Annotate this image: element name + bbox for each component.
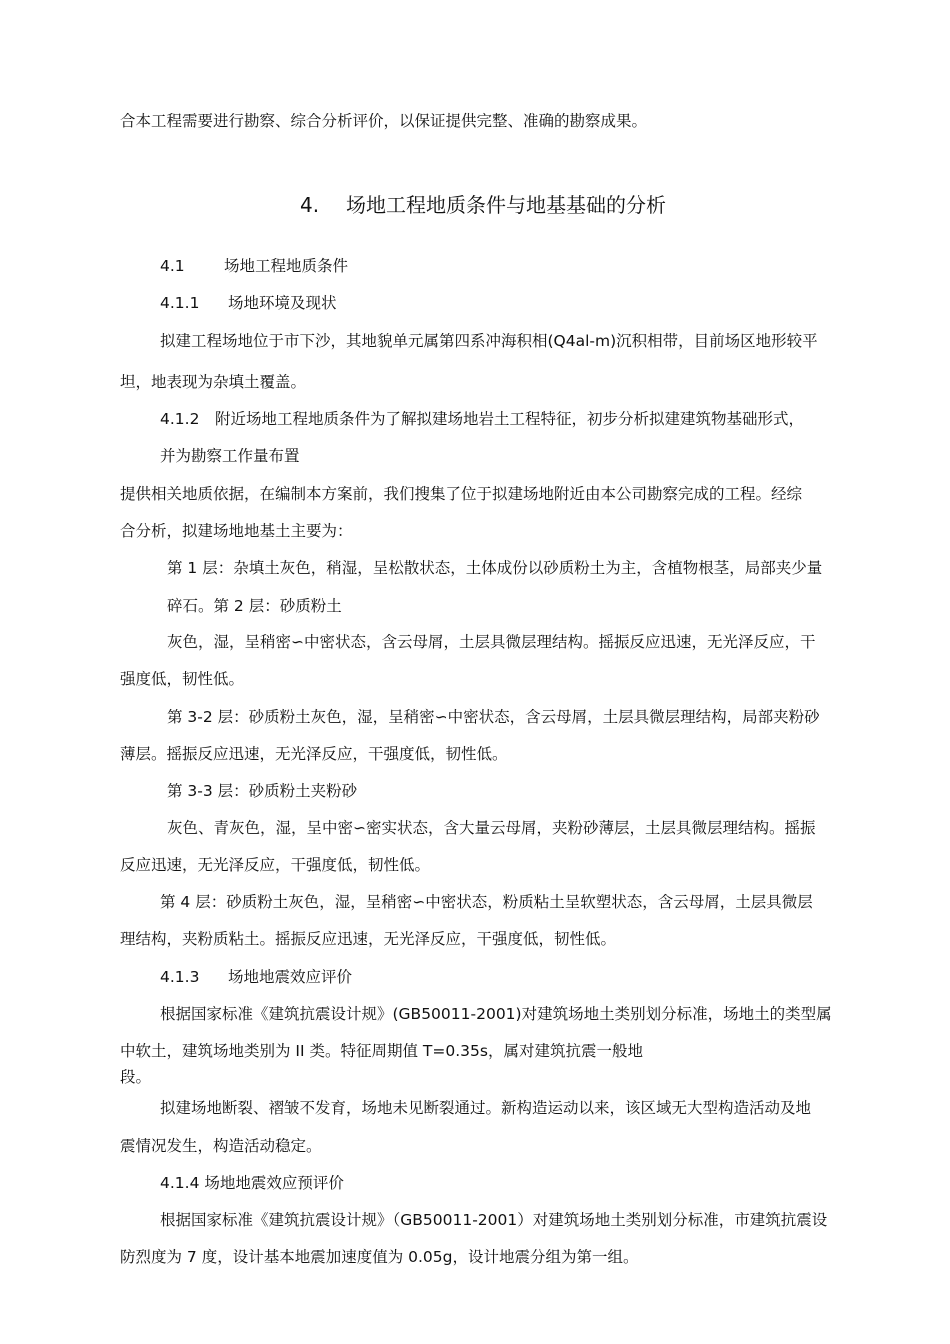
paragraph-line: 薄层。摇振反应迅速，无光泽反应，干强度低，韧性低。 <box>120 745 508 763</box>
section-title: 场地工程地质条件与地基基础的分析 <box>346 193 666 217</box>
paragraph-line: 段。 <box>120 1068 152 1086</box>
paragraph-line: 第 3-3 层：砂质粉土夹粉砂 <box>167 782 358 800</box>
paragraph-line: 灰色，湿，呈稍密∽中密状态，含云母屑，土层具微层理结构。摇振反应迅速，无光泽反应，干 <box>167 633 816 651</box>
paragraph-line: 并为勘察工作量布置 <box>160 447 300 465</box>
subsection-title: 场地环境及现状 <box>228 294 337 312</box>
paragraph-line: 反应迅速，无光泽反应，干强度低，韧性低。 <box>120 856 431 874</box>
section-number: 4. <box>300 193 320 217</box>
paragraph-line: 碎石。第 2 层：砂质粉土 <box>167 597 342 615</box>
paragraph-line: 拟建场地断裂、褶皱不发育，场地未见断裂通过。新构造运动以来，该区域无大型构造活动及地 <box>160 1099 812 1117</box>
paragraph-line: 合分析，拟建场地地基土主要为： <box>120 522 353 540</box>
subsection-heading <box>160 256 348 276</box>
paragraph-line: 第 4 层：砂质粉土灰色，湿，呈稍密∽中密状态，粉质粘土呈软塑状态，含云母屑，土层具微层 <box>160 893 813 911</box>
subsection-heading <box>160 967 352 987</box>
paragraph-line: 第 3-2 层：砂质粉土灰色，湿，呈稍密∽中密状态，含云母屑，土层具微层理结构，局部夹粉砂 <box>167 708 820 726</box>
paragraph-line: 强度低，韧性低。 <box>120 670 245 688</box>
paragraph-line: 提供相关地质依据，在编制本方案前，我们搜集了位于拟建场地附近由本公司勘察完成的工程。经综 <box>120 485 803 503</box>
paragraph-line: 4.1.4 场地地震效应预评价 <box>160 1174 344 1192</box>
paragraph-line: 中软土，建筑场地类别为 II 类。特征周期值 T=0.35s，属对建筑抗震一般地 <box>120 1042 643 1060</box>
paragraph-line: 坦，地表现为杂填土覆盖。 <box>120 373 307 391</box>
paragraph-line: 4.1.2 附近场地工程地质条件为了解拟建场地岩土工程特征，初步分析拟建建筑物基础形式， <box>160 410 804 428</box>
subsection-title: 场地地震效应评价 <box>228 968 353 986</box>
paragraph-line: 拟建工程场地位于市下沙，其地貌单元属第四系冲海积相(Q4al-m)沉积相带，目前场区地形较平 <box>160 332 818 350</box>
paragraph-line: 灰色、青灰色，湿，呈中密∽密实状态，含大量云母屑，夹粉砂薄层，土层具微层理结构。摇振 <box>167 819 816 837</box>
subsection-number: 4.1.1 <box>160 294 200 312</box>
paragraph-line: 第 1 层：杂填土灰色，稍湿，呈松散状态，土体成份以砂质粉土为主，含植物根茎，局部夹少量 <box>167 559 823 577</box>
paragraph-line: 防烈度为 7 度，设计基本地震加速度值为 0.05g，设计地震分组为第一组。 <box>120 1248 639 1266</box>
subsection-number: 4.1 <box>160 257 185 275</box>
paragraph-line: 震情况发生，构造活动稳定。 <box>120 1137 322 1155</box>
subsection-title: 场地工程地质条件 <box>224 257 349 275</box>
paragraph-line: 理结构，夹粉质粘土。摇振反应迅速，无光泽反应，干强度低，韧性低。 <box>120 930 617 948</box>
subsection-heading <box>160 293 337 313</box>
paragraph-line: 根据国家标准《建筑抗震设计规》（GB50011-2001）对建筑场地土类别划分标准，市建筑抗震设 <box>160 1211 828 1229</box>
paragraph-line: 根据国家标准《建筑抗震设计规》(GB50011-2001)对建筑场地土类别划分标准，场地土的类型属 <box>160 1005 832 1023</box>
subsection-number: 4.1.3 <box>160 968 200 986</box>
paragraph-line: 合本工程需要进行勘察、综合分析评价，以保证提供完整、准确的勘察成果。 <box>120 112 648 130</box>
